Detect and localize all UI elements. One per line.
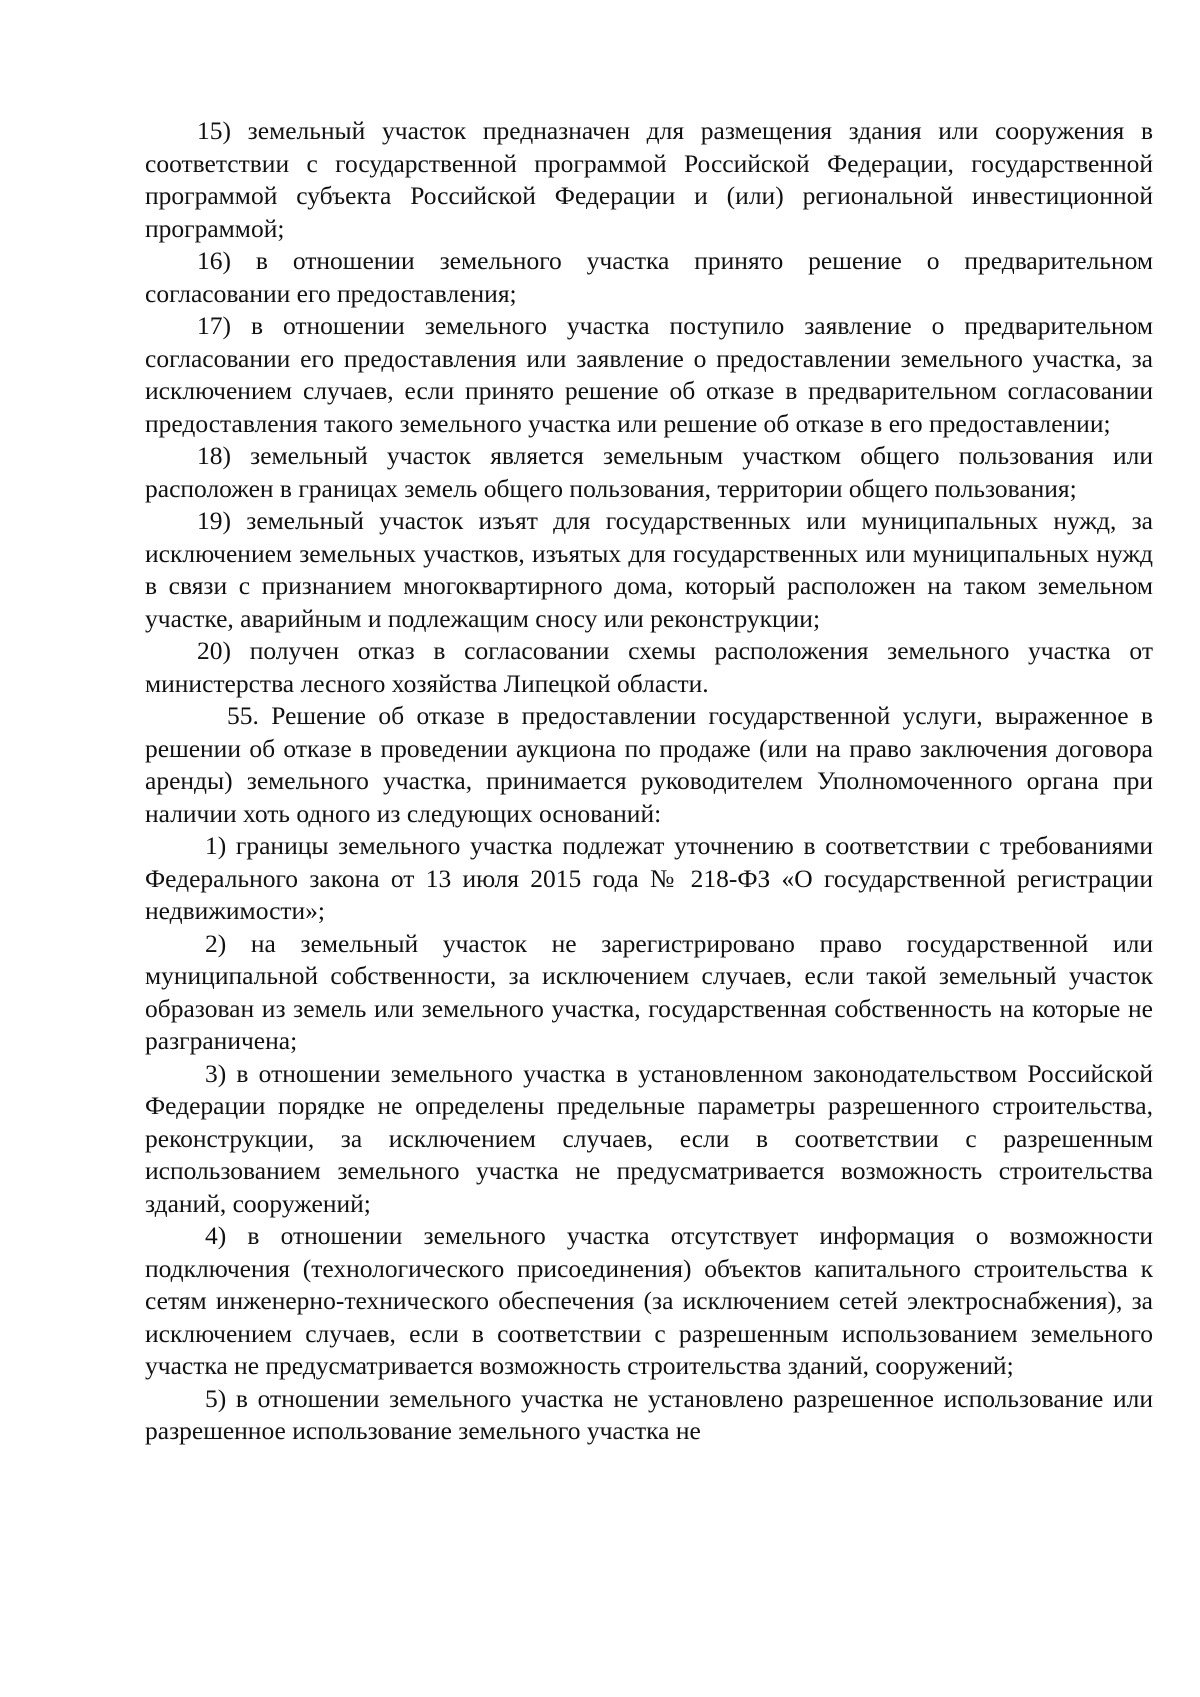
paragraph-item-15: 15) земельный участок предназначен для размещения здания или сооружения в соответствии с государственной программой Российской Федерации, государственной программой субъекта Российской Федерации и (или) региональной инвестиционной программой; [145, 116, 1153, 243]
paragraph-item-3: 3) в отношении земельного участка в установленном законодательством Российской Федерации порядке не определены предельные параметры разрешенного строительства, реконструкции, за исключением случаев, если в соответствии с разрешенным использованием земельного участка не предусматривается возможность строительства зданий, сооружений; [145, 1058, 1153, 1218]
paragraph-clause-55: 55. Решение об отказе в предоставлении государственной услуги, выраженное в решении об отказе в проведении аукциона по продаже (или на право заключения договора аренды) земельного участка, принимается руководителем Уполномоченного органа при наличии хоть одного из следующих оснований: [145, 701, 1153, 828]
paragraph-item-20: 20) получен отказ в согласовании схемы расположения земельного участка от министерства лесного хозяйства Липецкой области. [145, 636, 1153, 698]
paragraph-item-18: 18) земельный участок является земельным участком общего пользования или расположен в границах земель общего пользования, территории общего пользования; [145, 441, 1153, 503]
paragraph-item-19: 19) земельный участок изъят для государственных или муниципальных нужд, за исключением земельных участков, изъятых для государственных или муниципальных нужд в связи с признанием многоквартирного дома, который расположен на таком земельном участке, аварийным и подлежащим сносу или реконструкции; [145, 506, 1153, 633]
paragraph-item-16: 16) в отношении земельного участка принято решение о предварительном согласовании его предоставления; [145, 246, 1153, 308]
paragraph-item-1: 1) границы земельного участка подлежат уточнению в соответствии с требованиями Федерального закона от 13 июля 2015 года № 218-ФЗ «О государственной регистрации недвижимости»; [145, 831, 1153, 925]
paragraph-item-5: 5) в отношении земельного участка не установлено разрешенное использование или разрешенное использование земельного участка не [145, 1383, 1153, 1445]
document-body [145, 115, 1153, 1448]
paragraph-item-17: 17) в отношении земельного участка поступило заявление о предварительном согласовании его предоставления или заявление о предоставлении земельного участка, за исключением случаев, если принято решение об отказе в предварительном согласовании предоставления такого земельного участка или решение об отказе в его предоставлении; [145, 311, 1153, 438]
paragraph-item-2: 2) на земельный участок не зарегистрировано право государственной или муниципальной собственности, за исключением случаев, если такой земельный участок образован из земель или земельного участка, государственная собственность на которые не разграничена; [145, 928, 1153, 1055]
paragraph-item-4: 4) в отношении земельного участка отсутствует информация о возможности подключения (технологического присоединения) объектов капитального строительства к сетям инженерно-технического обеспечения (за исключением сетей электроснабжения), за исключением случаев, если в соответствии с разрешенным использованием земельного участка не предусматривается возможность строительства зданий, сооружений; [145, 1221, 1153, 1380]
